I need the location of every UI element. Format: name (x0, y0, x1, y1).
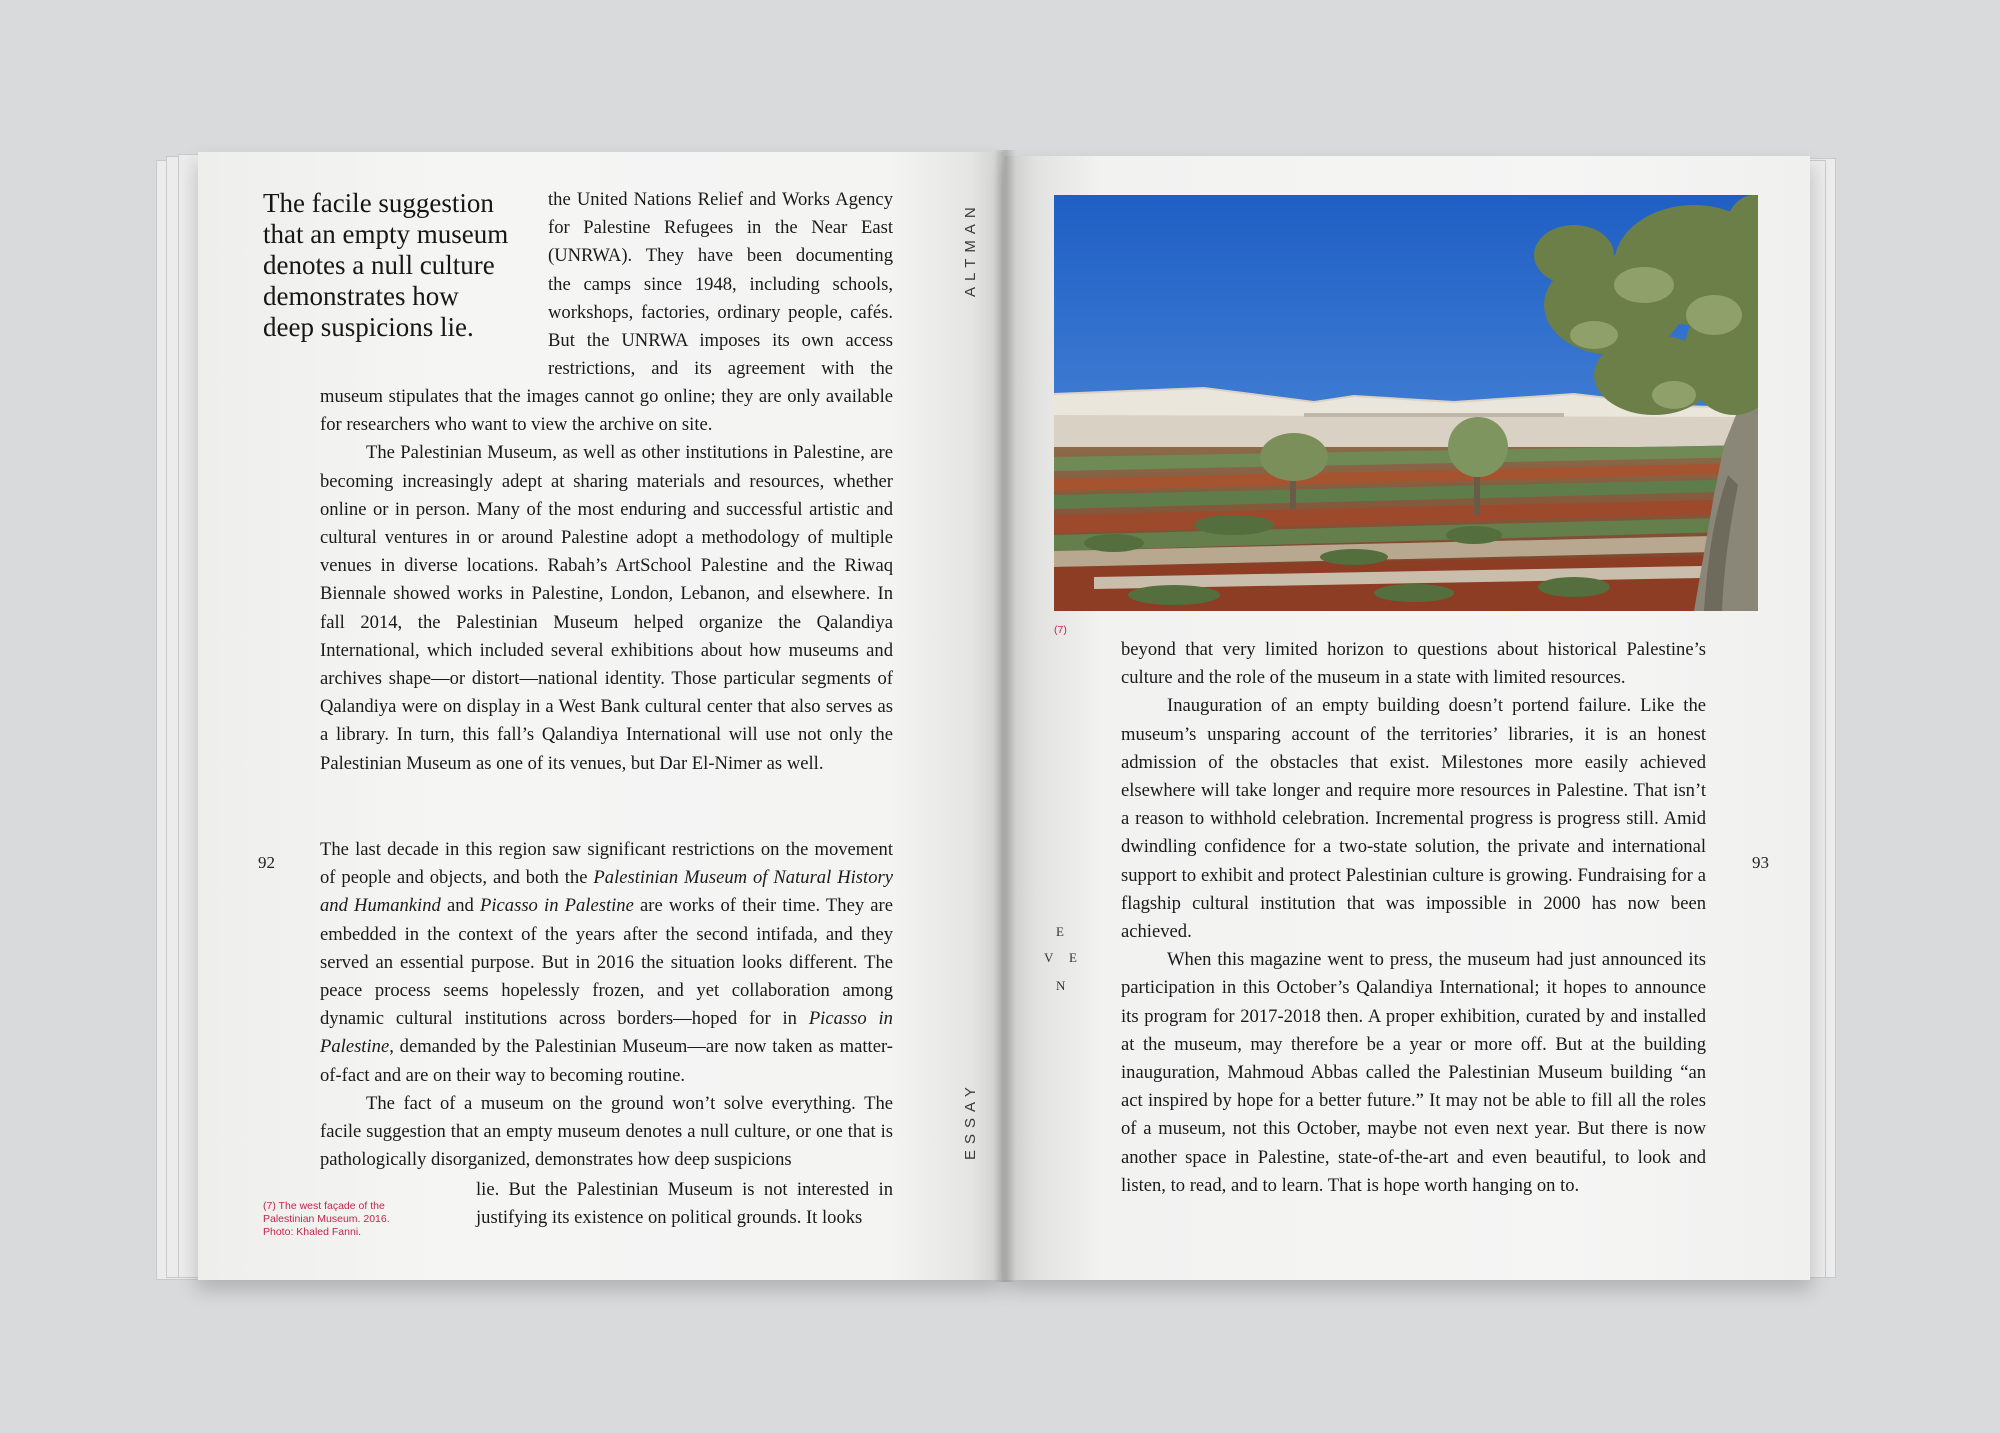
work-title: Picasso in Palestine (480, 895, 634, 917)
even-letter: N (1056, 978, 1066, 993)
museum-photo-illustration (1054, 195, 1758, 611)
right-body (1121, 636, 1706, 1200)
paragraph: lie. But the Palestinian Museum is not interested in justifying its existence on political grounds. It looks (476, 1179, 893, 1229)
paragraph: museum stipulates that the images cannot go online; they are only available for researchers who want to view the archive on site. (320, 386, 893, 436)
even-letter: V (1044, 950, 1054, 965)
running-head-author: ALTMAN (962, 201, 979, 297)
body-line: the United Nations Relief and Works Agency (548, 189, 893, 210)
text-run: The last decade in this region saw significant restrictions on the movement of people and objects, and both the (320, 839, 893, 889)
body-line: But the UNRWA imposes its own access (548, 330, 893, 352)
work-title: Picasso in Palestine (320, 1008, 893, 1058)
pull-quote-line: The facile suggestion (263, 188, 494, 218)
running-head-section: ESSAY (962, 1081, 979, 1160)
even-letter: E (1056, 924, 1064, 939)
work-title: Palestinian Museum of Natural History and Humankind (320, 867, 893, 917)
pull-quote-line: denotes a null culture (263, 250, 495, 280)
pull-quote-line: demonstrates how (263, 281, 459, 311)
book-gutter (994, 150, 1016, 1282)
body-line: for Palestine Refugees in the Near East (548, 217, 893, 239)
caption-line: (7) The west façade of the (263, 1200, 385, 1212)
text-run: and (440, 895, 481, 917)
even-letter: E (1069, 950, 1077, 965)
figure-caption (263, 1200, 433, 1239)
paragraph: The fact of a museum on the ground won’t solve everything. The facile suggestion that an empty museum denotes a null culture, or one that is pathologically disorganized, demonstrates how deep suspicions (320, 1092, 893, 1171)
pull-quote-line: that an empty museum (263, 219, 509, 249)
caption-line: Palestinian Museum. 2016. (263, 1213, 390, 1225)
page-number-right: 93 (1752, 853, 1769, 872)
body-line: (UNRWA). They have been documenting (548, 245, 893, 267)
caption-line: Photo: Khaled Fanni. (263, 1226, 362, 1238)
body-line: workshops, factories, ordinary people, cafés. (548, 301, 893, 323)
museum-photo (1054, 195, 1758, 611)
paragraph (320, 836, 893, 1090)
body-line: restrictions, and its agreement with the (548, 358, 893, 380)
text-run: are works of their time. They are embedded in the context of the years after the second intifada, and they served an essential purpose. But in 2016 the situation looks different. The peace process seems hopelessly frozen, and yet collaboration among dynamic cultural institutions across borders—hoped for in (320, 895, 893, 1030)
paragraph: The Palestinian Museum, as well as other institutions in Palestine, are becoming increasingly adept at sharing materials and resources, whether online or in person. Many of the most enduring and successful artistic and cultural ventures in or around Palestine adopt a methodology of multiple venues in diverse locations. Rabah’s ArtSchool Palestine and the Riwaq Biennale showed works in Palestine, London, Lebanon, and elsewhere. In fall 2014, the Palestinian Museum helped organize the Qalandiya International, which included several exhibitions about how museums and archives shape—or distort—national identity. Those particular segments of Qalandiya were on display in a West Bank cultural center that also serves as a library. In turn, this fall’s Qalandiya International will use not only the Palestinian Museum as one of its venues, but Dar El-Nimer as well. (320, 442, 893, 774)
left-body-bottom (320, 836, 893, 1174)
paragraph: beyond that very limited horizon to questions about historical Palestine’s culture and the role of the museum in a state with limited resources. (1121, 639, 1706, 689)
paragraph: When this magazine went to press, the museum had just announced its participation in this October’s Qalandiya International; it hopes to announce its program for 2017-2018 then. A proper exhibition, curated by and installed at the museum, may therefore be a year or more off. But at the building inauguration, Mahmoud Abbas called the Palestinian Museum building “an act inspired by hope for a better future.” It may not be able to fill all the roles of a museum, not this October, maybe not even next year. But there is now another space in Palestine, state-of-the-art and even beautiful, to look and listen, to read, and to learn. That is hope worth hanging on to. (1121, 949, 1706, 1196)
figure-label: (7) (1054, 624, 1067, 636)
body-line: the camps since 1948, including schools, (548, 273, 893, 295)
pull-quote (263, 188, 533, 343)
pull-quote-line: deep suspicions lie. (263, 312, 474, 342)
page-number-left: 92 (258, 853, 275, 872)
paragraph: Inauguration of an empty building doesn’t portend failure. Like the museum’s unsparing account of the territories’ libraries, it is an honest admission of the obstacles that exist. Milestones more easily achieved elsewhere will take longer and require more resources in Palestine. That isn’t a reason to withhold celebration. Incremental progress is progress still. Amid dwindling confidence for a two-state solution, the private and international support to exhibit and protect Palestinian culture is growing. Fundraising for a flagship cultural institution that was impossible in 2000 has now been achieved. (1121, 695, 1706, 943)
top-column (548, 186, 893, 383)
left-body-narrow (476, 1176, 893, 1232)
text-run: , demanded by the Palestinian Museum—are now taken as matter-of-fact and are on their way to becoming routine. (320, 1036, 893, 1086)
left-body-top (320, 383, 893, 778)
